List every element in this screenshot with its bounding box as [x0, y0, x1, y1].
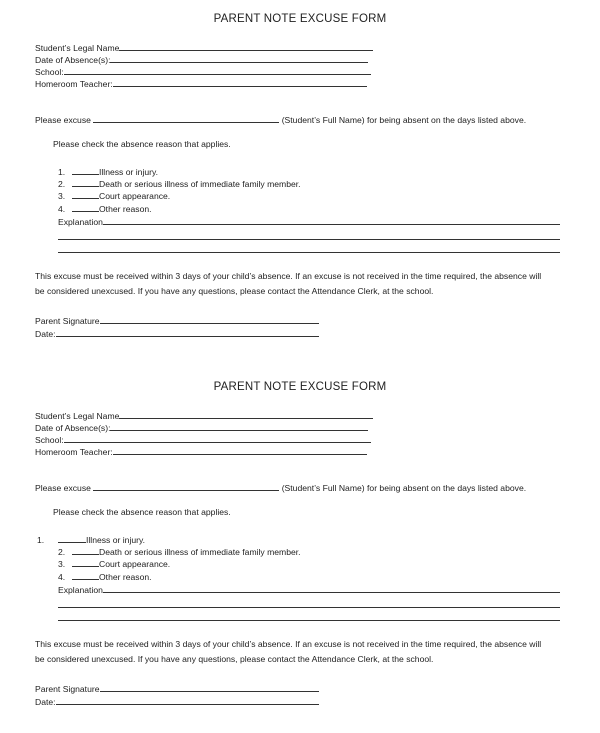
- teacher-field[interactable]: [113, 77, 367, 87]
- legal-name-field[interactable]: [119, 409, 373, 419]
- reason-item: [58, 557, 170, 570]
- reason-label: Other reason.: [99, 572, 152, 582]
- teacher-row: [35, 77, 367, 90]
- explanation-line-3[interactable]: [58, 620, 560, 621]
- reason-label: Illness or injury.: [99, 167, 159, 177]
- signature-field[interactable]: [100, 682, 319, 692]
- reason-number: 2.: [58, 547, 66, 557]
- reason-check-field[interactable]: [72, 557, 99, 567]
- explanation-label: Explanation: [58, 217, 103, 227]
- legal-name-field[interactable]: [119, 41, 373, 51]
- reason-check-field[interactable]: [72, 189, 99, 199]
- teacher-label: Homeroom Teacher:: [35, 79, 113, 89]
- explanation-field[interactable]: [103, 583, 560, 593]
- school-field[interactable]: [64, 65, 371, 75]
- date-absence-label: Date of Absence(s):: [35, 55, 111, 65]
- reason-item: [58, 189, 170, 202]
- excuse-row: [35, 481, 526, 494]
- explanation-row: [58, 215, 560, 228]
- excuse-suffix: (Student’s Full Name) for being absent on the days listed above.: [281, 115, 527, 125]
- reason-check-field[interactable]: [58, 533, 86, 543]
- reason-number: 4.: [58, 204, 66, 214]
- reason-label: Illness or injury.: [86, 535, 146, 545]
- excuse-suffix: (Student’s Full Name) for being absent on the days listed above.: [281, 483, 527, 493]
- reason-number: 4.: [58, 572, 66, 582]
- teacher-row: [35, 445, 367, 458]
- date-absence-field[interactable]: [110, 53, 368, 63]
- notice-line-2: be considered unexcused. If you have any questions, please contact the Attendance Clerk, at the school.: [35, 286, 434, 296]
- reason-item: [58, 570, 152, 583]
- signature-field[interactable]: [100, 314, 319, 324]
- reason-label: Death or serious illness of immediate family member.: [99, 547, 301, 557]
- explanation-line-2[interactable]: [58, 239, 560, 240]
- date-absence-field[interactable]: [110, 421, 368, 431]
- explanation-row: [58, 583, 560, 596]
- excuse-row: [35, 113, 526, 126]
- full-name-field[interactable]: [93, 481, 279, 491]
- excuse-prefix: Please excuse: [35, 483, 91, 493]
- signature-row: [35, 682, 319, 695]
- full-name-field[interactable]: [93, 113, 279, 123]
- reason-check-field[interactable]: [72, 545, 99, 555]
- teacher-label: Homeroom Teacher:: [35, 447, 113, 457]
- excuse-form: [0, 0, 600, 365]
- notice-line-1: This excuse must be received within 3 days of your child’s absence. If an excuse is not received in the time required, the absence will: [35, 639, 542, 649]
- explanation-line-3[interactable]: [58, 252, 560, 253]
- school-label: School:: [35, 435, 64, 445]
- date-row: [35, 695, 319, 708]
- signature-row: [35, 314, 319, 327]
- check-prompt: Please check the absence reason that applies.: [53, 139, 231, 149]
- reason-number: 3.: [58, 191, 66, 201]
- teacher-field[interactable]: [113, 445, 367, 455]
- reason-number: 1.: [58, 167, 66, 177]
- check-prompt: Please check the absence reason that applies.: [53, 507, 231, 517]
- date-absence-label: Date of Absence(s):: [35, 423, 111, 433]
- excuse-form: [0, 368, 600, 733]
- reason-check-field[interactable]: [72, 165, 99, 175]
- reason-label: Court appearance.: [99, 191, 171, 201]
- excuse-prefix: Please excuse: [35, 115, 91, 125]
- date-label: Date:: [35, 697, 56, 707]
- reason-number: 2.: [58, 179, 66, 189]
- date-row: [35, 327, 319, 340]
- school-label: School:: [35, 67, 64, 77]
- reason-check-field[interactable]: [72, 202, 99, 212]
- reason-item: [58, 202, 152, 215]
- legal-name-label: Student’s Legal Name: [35, 411, 120, 421]
- reason-label: Court appearance.: [99, 559, 171, 569]
- explanation-field[interactable]: [103, 215, 560, 225]
- date-field[interactable]: [56, 695, 319, 705]
- reason-label: Other reason.: [99, 204, 152, 214]
- reason-number: 3.: [58, 559, 66, 569]
- reason-check-field[interactable]: [72, 177, 99, 187]
- legal-name-label: Student’s Legal Name: [35, 43, 120, 53]
- notice-line-2: be considered unexcused. If you have any questions, please contact the Attendance Clerk, at the school.: [35, 654, 434, 664]
- signature-label: Parent Signature: [35, 684, 100, 694]
- reason-check-field[interactable]: [72, 570, 99, 580]
- school-field[interactable]: [64, 433, 371, 443]
- date-label: Date:: [35, 329, 56, 339]
- explanation-label: Explanation: [58, 585, 103, 595]
- explanation-line-2[interactable]: [58, 607, 560, 608]
- form-title: PARENT NOTE EXCUSE FORM: [213, 381, 387, 393]
- form-title: PARENT NOTE EXCUSE FORM: [213, 13, 387, 25]
- reason-number: 1.: [37, 535, 45, 545]
- date-field[interactable]: [56, 327, 319, 337]
- reason-label: Death or serious illness of immediate family member.: [99, 179, 301, 189]
- notice-line-1: This excuse must be received within 3 days of your child’s absence. If an excuse is not received in the time required, the absence will: [35, 271, 542, 281]
- signature-label: Parent Signature: [35, 316, 100, 326]
